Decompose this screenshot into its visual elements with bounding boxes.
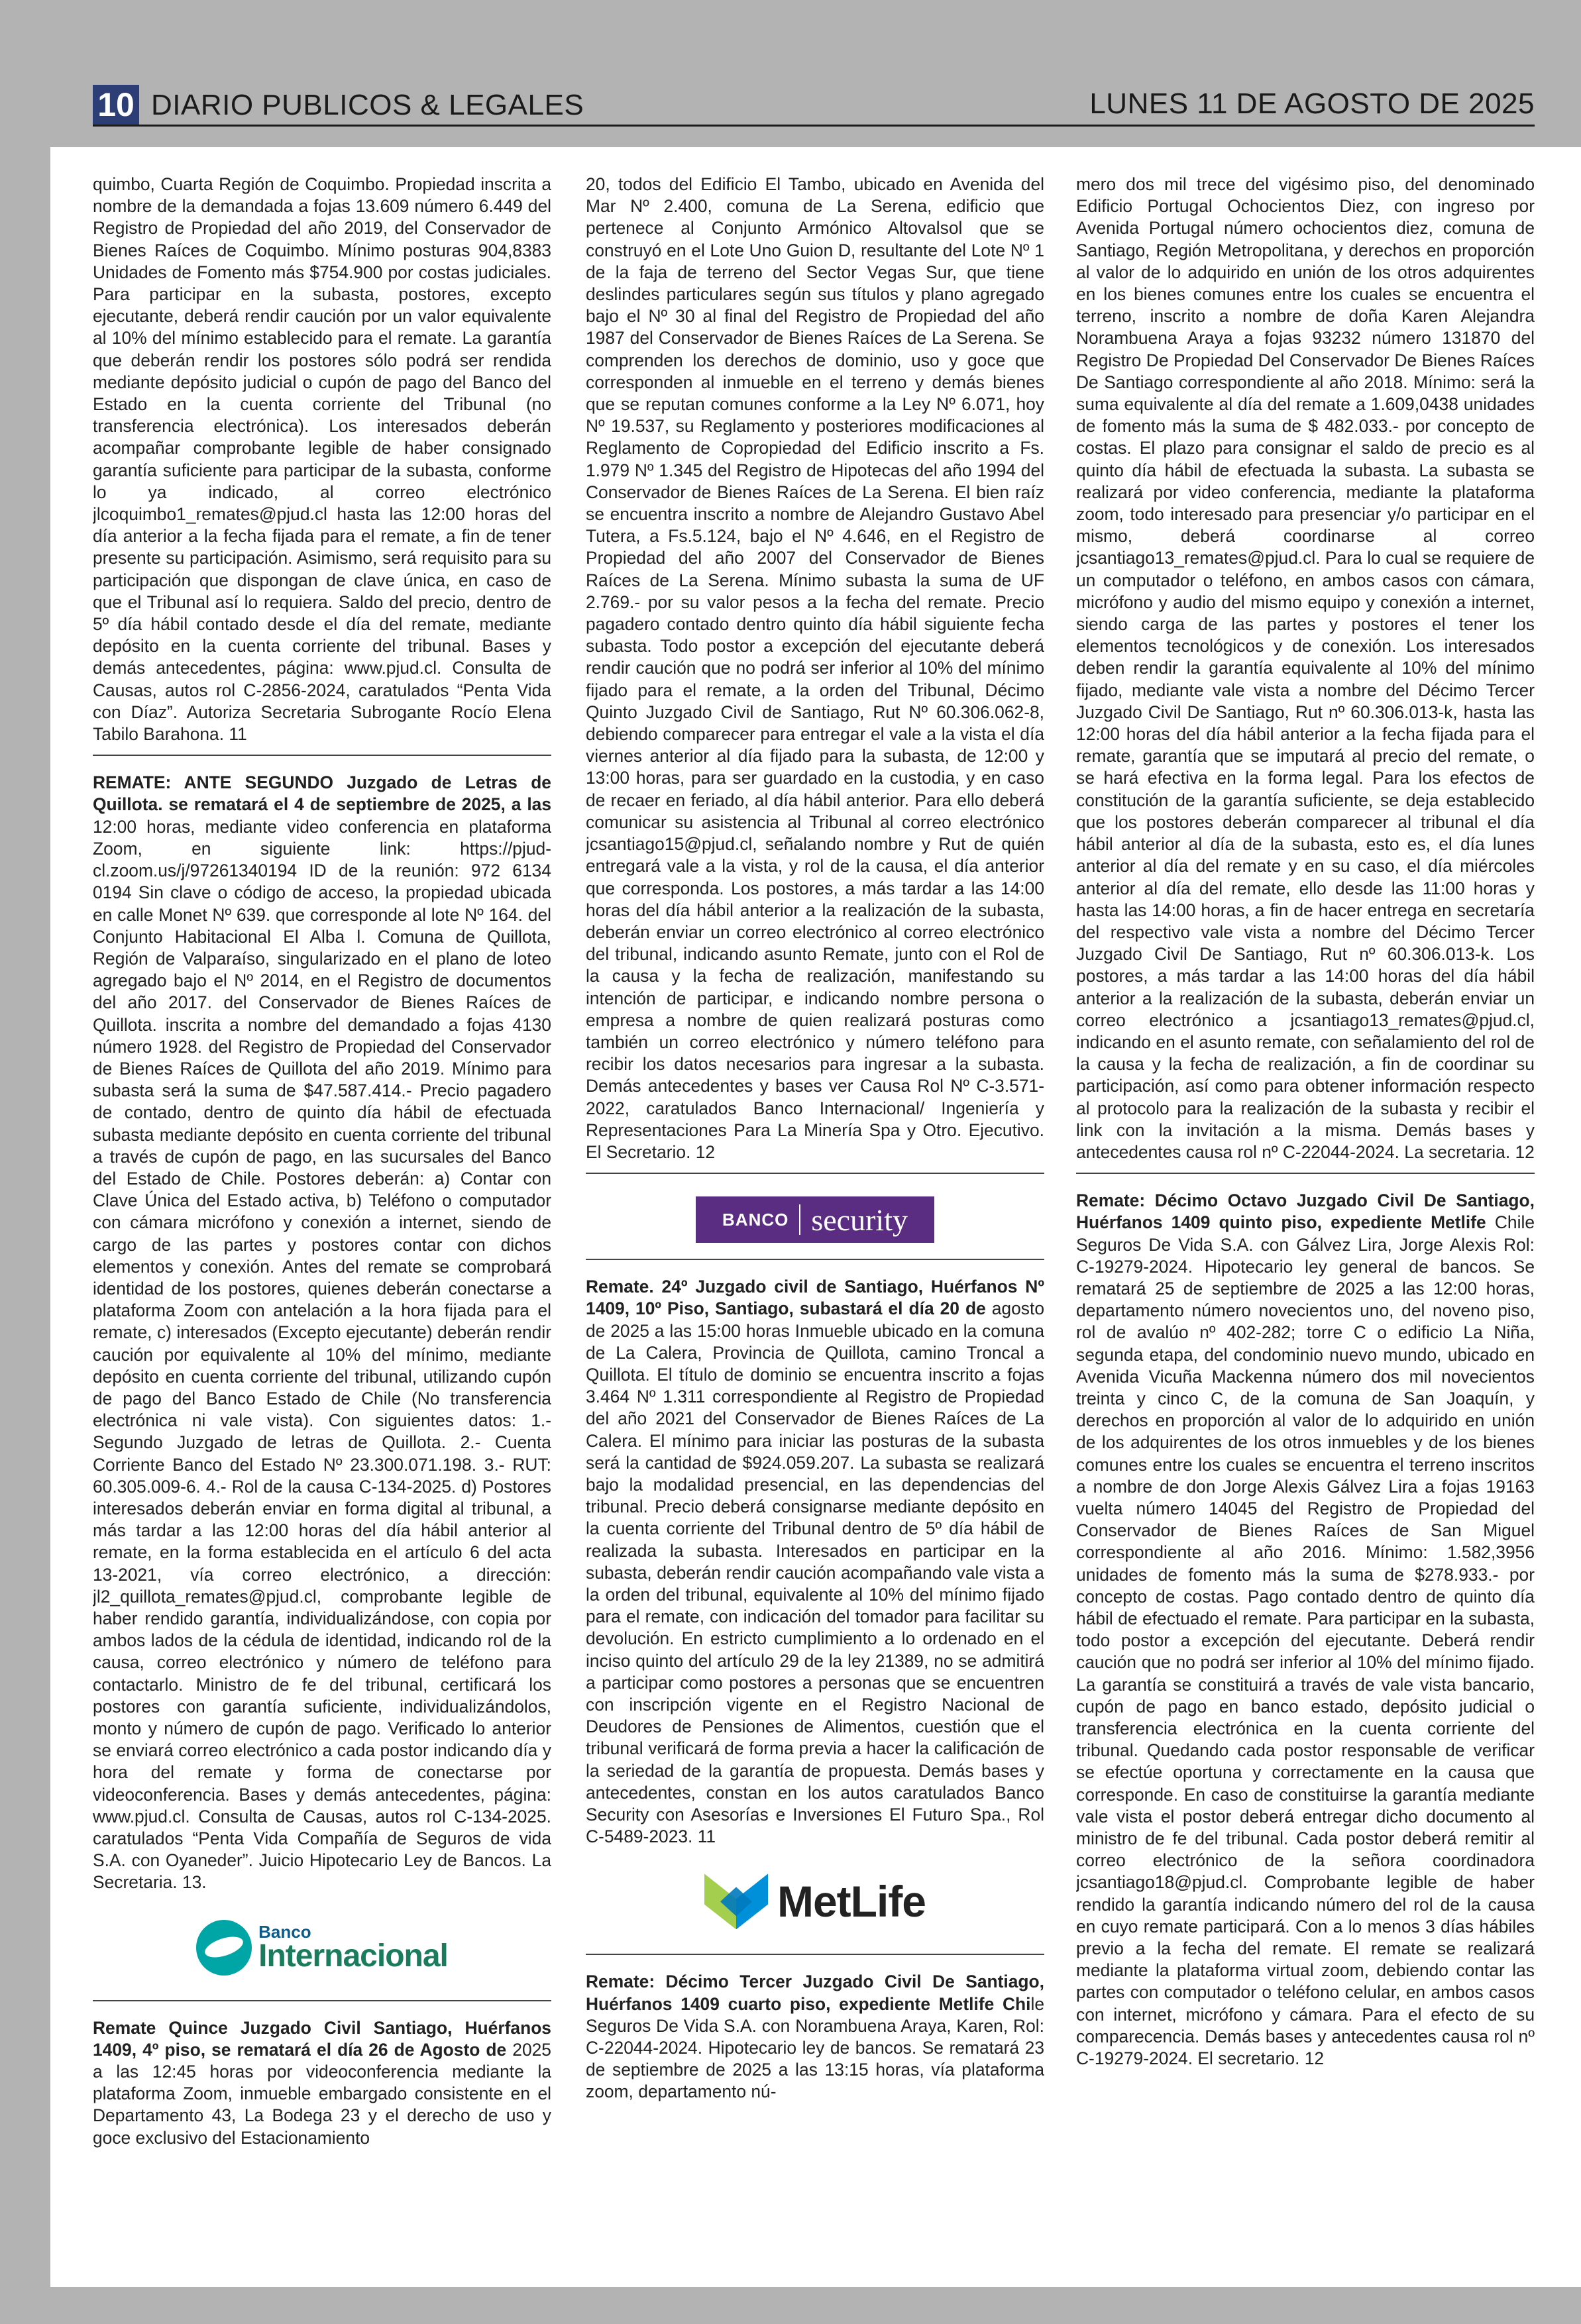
banco-internacional-mark-icon — [196, 1920, 252, 1976]
notice-decimo-tercer-juzgado — [586, 1971, 1044, 2103]
column-1 — [93, 174, 551, 2280]
notice-heading: Remate Quince Juzgado Civil Santiago, Huérfanos 1409, 4º piso, se rematará el día 26 de Agosto de — [93, 2017, 551, 2060]
page-header — [93, 85, 1535, 125]
logo-text-small: BANCO — [722, 1209, 789, 1230]
page-number: 10 — [93, 85, 139, 125]
issue-date: LUNES 11 DE AGOSTO DE 2025 — [1089, 87, 1535, 120]
notice-24-juzgado — [586, 1276, 1044, 1848]
notice-divider — [586, 1173, 1044, 1174]
logo-text-small: Banco — [258, 1921, 311, 1942]
notice-heading: Remate: Décimo Octavo Juzgado Civil De Santiago, Huérfanos 1409 quinto piso, expediente Metlife — [1076, 1190, 1535, 1233]
notice-body: 20, todos del Edificio El Tambo, ubicado en Avenida del Mar Nº 2.400, comuna de La Serena, edificio que pertenece al Conjunto Armónico Altovalsol que se construyó en el Lote Uno Guion D, resultante del Lote Nº 1 de la faja de terreno del Sector Vegas Sur, que tiene deslindes particulares según sus títulos y plano agregado bajo el Nº 30 al final del Registro de Propiedad del año 1987 del Conservador de Bienes Raíces de La Serena. Se comprenden los derechos de dominio, uso y goce que corresponden al inmueble en el terreno y demás bienes que se reputan comunes conforme a la Ley Nº 6.071, hoy Nº 19.537, su Reglamento y posteriores modificaciones al Reglamento de Copropiedad del Edificio inscrito a Fs. 1.979 Nº 1.345 del Registro de Hipotecas del año 1994 del Conservador de Bienes Raíces de La Serena. El bien raíz se encuentra inscrito a nombre de Alejandro Gustavo Abel Tutera, a Fs.5.124, bajo el Nº 4.646, en el Registro de Propiedad del año 2007 del Conservador de Bienes Raíces de La Serena. Mínimo subasta la suma de UF 2.769.- por su valor pesos a la fecha del remate. Precio pagadero contado dentro quinto día hábil siguiente fecha subasta. Todo postor a excepción del ejecutante deberá rendir caución que no podrá ser inferior al 10% del mínimo fijado para el remate, a la orden del Tribunal, Décimo Quinto Juzgado Civil de Santiago, Rut Nº 60.306.062-8, debiendo comparecer para entregar el vale a la vista el día viernes anterior al día fijado para la subasta, de 12:00 y 13:00 horas, para ser guardado en la custodia, y en caso de recaer en feriado, al día hábil anterior. Para ello deberá comunicar su asistencia al Tribunal al correo electrónico jcsantiago15@pjud.cl, señalando nombre y Rut de quién entregará vale a la vista, y rol de la causa, el día anterior que corresponda. Los postores, a más tardar a las 14:00 horas del día hábil anterior a la realización de la subasta, deberán enviar un correo electrónico al correo electrónico del tribunal, indicando asunto Remate, junto con el Rol de la causa y la fecha de realización, manifestando su intención de participar, e indicando nombre persona o empresa a nombre de quien realizará posturas como también un correo electrónico y número teléfono para recibir los datos necesarios para ingresar a la subasta. Demás antecedentes y bases ver Causa Rol Nº C-3.571-2022, caratulados Banco Internacional/ Ingeniería y Representaciones Para La Minería Spa y Otro. Ejecutivo. El Secretario. 12 — [586, 174, 1044, 1162]
logo-divider — [799, 1204, 800, 1235]
notice-body: quimbo, Cuarta Región de Coquimbo. Propiedad inscrita a nombre de la demandada a fojas 13.609 número 6.449 del Registro de Propiedad del año 2019, del Conservador de Bienes Raíces de Coquimbo. Mínimo posturas 904,8383 Unidades de Fomento más $754.900 por costas judiciales. Para participar en la subasta, postores, excepto ejecutante, deberá rendir caución por un valor equivalente al 10% del mínimo establecido para el remate. La garantía que deberán rendir los postores sólo podrá ser rendida mediante depósito judicial o cupón de pago del Banco del Estado en la cuenta corriente del Tribunal (no transferencia electrónica). Los interesados deberán acompañar comprobante legible de haber consignado garantía suficiente para participar de la subasta, conforme lo ya indicado, al correo electrónico jlcoquimbo1_remates@pjud.cl hasta las 12:00 horas del día anterior a la fecha fijada para el remate, a fin de tener presente su participación. Asimismo, será requisito para su participación que dispongan de clave única, en caso de que el Tribunal así lo requiera. Saldo del precio, dentro de 5º día hábil contado desde el día del remate, mediante depósito en la cuenta corriente del tribunal. Bases y demás antecedentes, página: www.pjud.cl. Consulta de Causas, autos rol C-2856-2024, caratulados “Penta Vida con Díaz”. Autoriza Secretaria Subrogante Rocío Elena Tabilo Barahona. 11 — [93, 174, 551, 745]
notice-body: Chile Seguros De Vida S.A. con Gálvez Lira, Jorge Alexis Rol: C-19279-2024. Hipotecario ley general de bancos. Se rematará 25 de septiembre de 2025 a las 12:00 horas, departamento número novecientos uno, del noveno piso, rol de avalúo nº 402-282; torre C o edificio La Niña, segunda etapa, del condominio nuevo mundo, ubicado en Avenida Vicuña Mackenna número dos mil novecientos treinta y cinco C, de la comuna de San Joaquín, y derechos en proporción al valor de lo adquirido en unión de los adquirentes de los otros inmuebles y de los bienes comunes entre los cuales se encuentra el terreno inscritos a nombre de don Jorge Alexis Gálvez Lira a fojas 19163 vuelta número 14045 del Registro de Propiedad del Conservador de Bienes Raíces de San Miguel correspondiente al año 2016. Mínimo: 1.582,3956 unidades de fomento más la suma de $278.933.- por concepto de costas. Pago contado dentro de quinto día hábil de efectuado el remate. Para participar en la subasta, todo postor a excepción del ejecutante. Deberá rendir caución que no podrá ser inferior al 10% del mínimo fijado. La garantía se constituirá a través de vale vista bancario, cupón de pago en banco estado, depósito judicial o transferencia electrónica en la cuenta corriente del tribunal. Quedando cada postor responsable de verificar se efectúe oportuna y correctamente en la causa que corresponde. En caso de constituirse la garantía mediante vale vista el postor deberá entregar dicho documento al ministro de fe del tribunal. Cada postor deberá remitir al correo electrónico de la señora coordinadora jcsantiago18@pjud.cl. Comprobante legible de haber rendido la garantía indicando número del rol de la causa en cuyo remate participará. Con a lo menos 3 días hábiles previo a la fecha del remate. El remate se realizará mediante la plataforma virtual zoom, debiendo contar las partes con computador o teléfono celular, en ambos casos con internet, micrófono y cámara. Para el efecto de su comparecencia. Demás bases y antecedentes causa rol nº C-19279-2024. El secretario. 12 — [1076, 1212, 1535, 2069]
notice-body: le Seguros De Vida S.A. con Norambuena Araya, Karen, Rol: C-22044-2024. Hipotecario ley de bancos. Se rematará 23 de septiembre de 2025 a las 13:15 horas, vía plataforma zoom, departamento nú- — [586, 1993, 1044, 2102]
notice-coquimbo — [93, 174, 551, 745]
notice-edificio-portugal — [1076, 174, 1535, 1163]
notice-body: agosto de 2025 a las 15:00 horas Inmueble ubicado en la comuna de La Calera, Provincia de Quillota, camino Troncal a Quillota. El título de dominio se encuentra inscrito a fojas 3.464 Nº 1.311 correspondiente al Registro de Propiedad del año 2021 del Conservador de Bienes Raíces de La Calera. El mínimo para iniciar las posturas de la subasta será la cantidad de $924.059.207. La subasta se realizará bajo la modalidad presencial, en las dependencias del tribunal. Precio deberá consignarse mediante depósito en la cuenta corriente del Tribunal dentro de 5º día hábil de realizada la subasta. Interesados en participar en la subasta, deberán rendir caución acompañando vale vista a la orden del tribunal, equivalente al 10% del mínimo fijado para el remate, con indicación del tomador para facilitar su devolución. En estricto cumplimiento a lo ordenado en el inciso quinto del artículo 29 de la ley 21389, no se admitirá a participar como postores a personas que se encuentren con inscripción vigente en el Registro Nacional de Deudores de Pensiones de Alimentos, cuestión que el tribunal verificará de forma previa a hacer la calificación de la seriedad de la garantía de propuesta. Demás bases y antecedentes, constan en los autos caratulados Banco Security con Asesorías e Inversiones El Futuro Spa., Rol C-5489-2023. 11 — [586, 1298, 1044, 1847]
banco-security-logo — [586, 1190, 1044, 1249]
notice-body: 12:00 horas, mediante video conferencia en plataforma Zoom, en siguiente link: https://pjud-cl.zoom.us/j/97261340194 ID de la reunión: 972 6134 0194 Sin clave o código de acceso, la propiedad ubicada en calle Monet Nº 639. que corresponde al lote Nº 164. del Conjunto Habitacional El Alba l. Comuna de Quillota, Región de Valparaíso, singularizado en el plano de loteo agregado bajo el Nº 2014, en el Registro de documentos del año 2017. del Conservador de Bienes Raíces de Quillota. inscrita a nombre del demandado a fojas 4130 número 1928. del Registro de Propiedad del Conservador de Bienes Raíces de Quillota del año 2019. Mínimo para subasta será la suma de $47.587.414.- Precio pagadero de contado, dentro de quinto día hábil de efectuada subasta mediante depósito en cuenta corriente del tribunal a través de cupón de pago, en las sucursales del Banco del Estado de Chile. Postores deberán: a) Contar con Clave Única del Estado activa, b) Teléfono o computador con cámara micrófono y conexión a internet, siendo de cargo de las partes y postores contar con dichos elementos y conexión. Antes del remate se comprobará identidad de los postores, quienes deberán conectarse a plataforma Zoom con antelación a la hora fijada para el remate, c) interesados (Excepto ejecutante) deberán rendir caución por equivalente al 10% del mínimo, mediante depósito en cuenta corriente del tribunal, utilizando cupón de pago del Banco Estado de Chile (No transferencia electrónica ni vale vista). Con siguientes datos: 1.- Segundo Juzgado de letras de Quillota. 2.- Cuenta Corriente Banco del Estado Nº 23.300.071.198. 3.- RUT: 60.305.009-6. 4.- Rol de la causa C-134-2025. d) Postores interesados deberán enviar en forma digital al tribunal, a más tardar a las 12:00 horas del día hábil anterior al remate, en la forma establecida en el artículo 6 del acta 13-2021, vía correo electrónico, a dirección: jl2_quillota_remates@pjud.cl, comprobante legible de haber rendido garantía, individualizándose, con copia por ambos lados de la cédula de identidad, indicando rol de la causa, correo electrónico y número de teléfono para contactarlo. Ministro de fe del tribunal, certificará los postores con garantía suficiente, individualizándolos, monto y número de cupón de pago. Verificado lo anterior se enviará correo electrónico a cada postor indicando día y hora del remate y forma de conectarse por videoconferencia. Bases y demás antecedentes, página: www.pjud.cl. Consulta de Causas, autos rol C-134-2025. caratulados “Penta Vida Compañía de Seguros de vida S.A. con Oyaneder”. Juicio Hipotecario Ley de Bancos. La Secretaria. 13. — [93, 816, 551, 1893]
metlife-mark-icon — [704, 1874, 768, 1929]
notice-heading: Remate. 24º Juzgado civil de Santiago, Huérfanos Nº 1409, 10º Piso, Santiago, subastará el día 20 de — [586, 1277, 1044, 1319]
notice-body: 2025 a las 12:45 horas por videoconferencia mediante la plataforma Zoom, inmueble embargado consistente en el Departamento 43, La Bodega 23 y el derecho de uso y goce exclusivo del Estacionamiento — [93, 2039, 551, 2148]
notice-divider — [586, 1259, 1044, 1260]
notice-la-serena — [586, 174, 1044, 1163]
notice-body: mero dos mil trece del vigésimo piso, del denominado Edificio Portugal Ochocientos Diez, con ingreso por Avenida Portugal número ochocientos diez, comuna de Santiago, Región Metropolitana, y derechos en proporción al valor de lo adquirido en unión de los otros adquirentes en los bienes comunes entre los cuales se encuentra el terreno, inscrito a nombre de doña Karen Alejandra Norambuena Araya a fojas 93232 número 131870 del Registro De Propiedad Del Conservador De Bienes Raíces De Santiago correspondiente al año 2018. Mínimo: será la suma equivalente al día del remate a 1.609,0438 unidades de fomento más la suma de $ 482.033.- por concepto de costas. El plazo para consignar el saldo de precio es al quinto día hábil de efectuada la subasta. La subasta se realizará por video conferencia, mediante la plataforma zoom, todo interesado para presenciar y/o participar en el mismo, deberá coordinarse al correo jcsantiago13_remates@pjud.cl. Para lo cual se requiere de un computador o teléfono, en ambos casos con cámara, micrófono y audio del mismo equipo y conexión a internet, siendo carga de las partes y postores el tener los elementos tecnológicos y de conexión. Los interesados deben rendir la garantía equivalente al 10% del mínimo fijado, mediante vale vista a nombre del Décimo Tercer Juzgado Civil De Santiago, Rut nº 60.306.013-k, hasta las 12:00 horas del día hábil anterior a la fecha fijada para el remate, garantía que se imputará al precio del remate, o se hará efectiva en la forma legal. Para los efectos de constitución de la garantía suficiente, se deja establecido que los postores deberán comparecer al tribunal el día hábil anterior al día de la subasta, esto es, el día lunes anterior al día del remate y en su caso, el día miércoles anterior al día del remate, ello desde las 11:00 horas y hasta las 14:00 horas, a fin de hacer entrega en secretaría del respectivo vale vista a nombre del Décimo Tercer Juzgado Civil De Santiago, Rut nº 60.306.013-k. Los postores, a más tardar a las 14:00 horas del día hábil anterior a la realización de la subasta, deberán enviar un correo electrónico a jcsantiago13_remates@pjud.cl, indicando en el asunto remate, con señalamiento del rol de la causa y la fecha de realización, a fin de coordinar su participación, así como para obtener información respecto al protocolo para la realización de la subasta y recibir el link con la invitación a la misma. Demás bases y antecedentes causa rol nº C-22044-2024. La secretaria. 12 — [1076, 174, 1535, 1162]
header-divider — [93, 125, 1535, 127]
notice-decimo-octavo-juzgado — [1076, 1190, 1535, 2070]
logo-text-large: Internacional — [258, 1938, 448, 1974]
column-3 — [1076, 174, 1535, 2280]
notice-heading: Remate: Décimo Tercer Juzgado Civil De Santiago, Huérfanos 1409 cuarto piso, expediente Metlife Chi — [586, 1972, 1044, 2014]
banco-internacional-logo — [93, 1905, 551, 1991]
notice-divider — [93, 755, 551, 756]
notice-divider — [93, 2000, 551, 2001]
column-2 — [586, 174, 1044, 2280]
logo-text: MetLife — [777, 1876, 926, 1926]
notice-divider — [1076, 1173, 1535, 1174]
legal-notices-page — [50, 147, 1581, 2287]
notice-heading: REMATE: ANTE SEGUNDO Juzgado de Letras de Quillota. se rematará el 4 de septiembre de 2025, a las — [93, 772, 551, 815]
newspaper-title: DIARIO PUBLICOS & LEGALES — [151, 89, 584, 121]
logo-text-large: security — [811, 1202, 908, 1237]
notice-divider — [586, 1954, 1044, 1955]
notice-quillota — [93, 772, 551, 1893]
notice-quince-juzgado — [93, 2017, 551, 2149]
metlife-logo — [586, 1858, 1044, 1944]
